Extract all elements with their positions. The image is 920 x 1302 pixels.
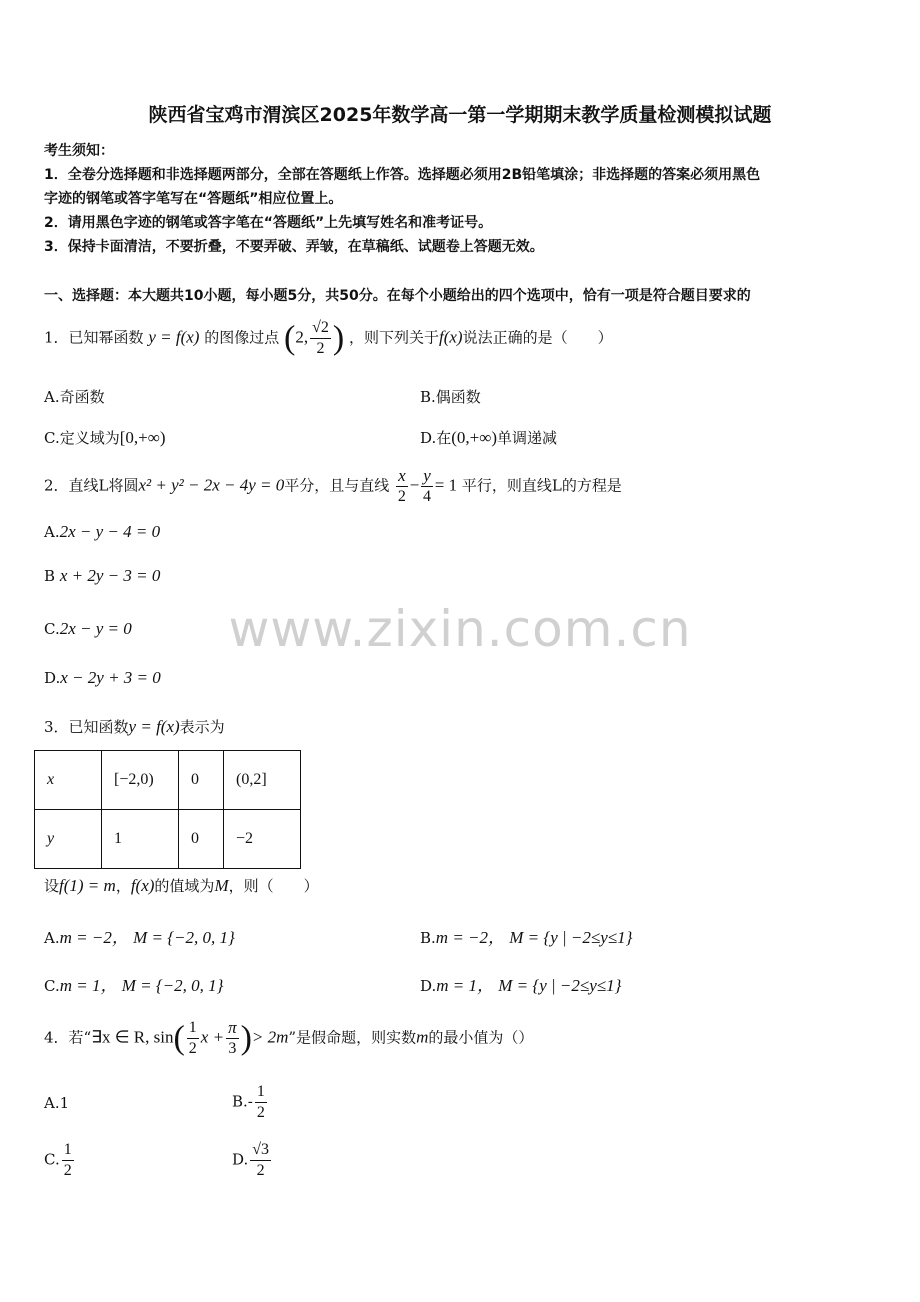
notice-heading: 考生须知： xyxy=(44,143,114,159)
watermark: www.zixin.com.cn xyxy=(228,600,692,658)
q1-option-c: C.定义域为[0,+∞) xyxy=(44,428,166,447)
q2-option-b: B x + 2y − 3 = 0 xyxy=(44,566,161,585)
table-cell: (0,2] xyxy=(224,751,301,810)
table-cell: 0 xyxy=(179,751,224,810)
q3-option-a: A.m = −2， M = {−2, 0, 1} xyxy=(44,928,235,947)
q3-option-d: D.m = 1， M = {y | −2≤y≤1} xyxy=(420,976,622,995)
notice-item-1-cont: 字迹的钢笔或答字笔写在“答题纸”相应位置上。 xyxy=(44,191,343,207)
table-cell: −2 xyxy=(224,810,301,869)
notice-item-2: 2．请用黑色字迹的钢笔或答字笔在“答题纸”上先填写姓名和准考证号。 xyxy=(44,215,493,231)
q1-option-a: A.奇函数 xyxy=(44,388,105,406)
q4-option-c: C. $\frac{1}{2}$ xyxy=(44,1141,72,1179)
q2-option-a: A.2x − y − 4 = 0 xyxy=(44,522,161,541)
table-cell: [−2,0) xyxy=(102,751,179,810)
question-1-stem: 1．已知幂函数 y = f(x) 的图像过点 (2, $\frac{√2}{2}$ ) ，则下列关于f(x)说法正确的是（ ） xyxy=(44,319,613,357)
function-table xyxy=(34,750,301,869)
notice-item-3: 3．保持卡面清洁，不要折叠，不要弄破、弄皱，在草稿纸、试题卷上答题无效。 xyxy=(44,239,544,255)
table-cell: x xyxy=(35,751,102,810)
q3-option-b: B.m = −2， M = {y | −2≤y≤1} xyxy=(420,928,633,947)
question-2-stem: 2．直线L将圆x² + y² − 2x − 4y = 0平分，且与直线 $\frac{x}{2}$ − $\frac{y}{4}$ = 1 平行，则直线L的方程是 xyxy=(44,466,622,505)
q1-option-d: D.在(0,+∞)单调递减 xyxy=(420,428,558,447)
table-row xyxy=(35,751,301,810)
notice-item-1: 1．全卷分选择题和非选择题两部分，全部在答题纸上作答。选择题必须用2B铅笔填涂；非选择题的答案必须用黑色 xyxy=(44,167,761,183)
question-4-stem: 4．若“∃x ∈ R, sin( $\frac{1}{2}$ x + $\frac{\pi}{3}$ )> 2m”是假命题，则实数m的最小值为（） xyxy=(44,1018,534,1057)
table-cell: 1 xyxy=(102,810,179,869)
question-3-condition: 设f(1) = m，f(x)的值域为M，则（ ） xyxy=(44,876,319,895)
page-title: 陕西省宝鸡市渭滨区2025年数学高一第一学期期末教学质量检测模拟试题 xyxy=(148,104,772,126)
q4-option-d: D. $\frac{√3}{2}$ xyxy=(232,1141,270,1179)
q2-option-d: D.x − 2y + 3 = 0 xyxy=(44,668,161,687)
q4-option-b: B.- $\frac{1}{2}$ xyxy=(232,1083,265,1121)
q2-option-c: C.2x − y = 0 xyxy=(44,619,132,638)
q1-option-b: B.偶函数 xyxy=(420,388,481,406)
table-cell: y xyxy=(35,810,102,869)
question-3-stem: 3．已知函数y = f(x)表示为 xyxy=(44,717,225,736)
table-cell: 0 xyxy=(179,810,224,869)
table-row xyxy=(35,810,301,869)
q3-option-c: C.m = 1， M = {−2, 0, 1} xyxy=(44,976,224,995)
q4-option-a: A.1 xyxy=(44,1094,70,1112)
section-title: 一、选择题：本大题共10小题，每小题5分，共50分。在每个小题给出的四个选项中，恰有一项是符合题目要求的 xyxy=(44,288,751,304)
